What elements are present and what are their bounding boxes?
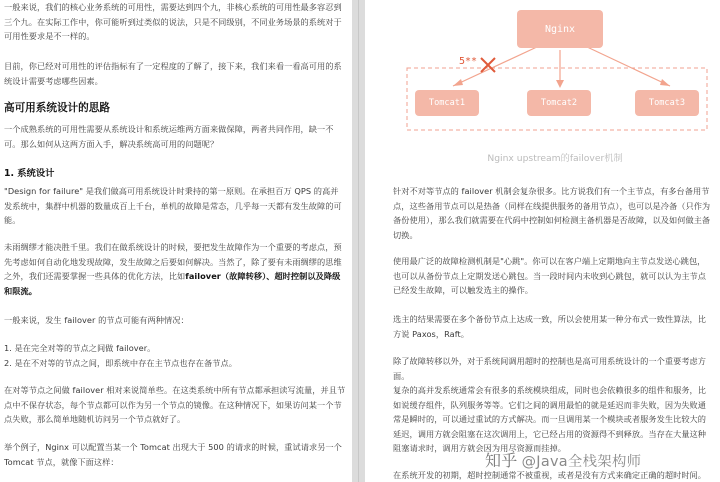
- left-page: [0, 0, 352, 482]
- tomcat2-node: Tomcat2: [527, 90, 591, 116]
- design-intro-paragraph: 一个成熟系统的可用性需要从系统设计和系统运维两方面来做保障，两者共同作用，缺一不可。那么如何从这两方面入手，解决系统高可用的问题呢？: [4, 124, 334, 149]
- optimization-paragraph: [4, 240, 346, 298]
- non-peer-failover-paragraph: 针对不对等节点的 failover 机制会复杂很多。比方说我们有一个主节点，有多台备用节点，这些备用节点可以是热备（同样在线提供服务的备用节点），也可以是冷备（只作为备份使用），那么我们就需要在代码中控制如何检测主备机器是否故障，以及如何做主备切换。: [393, 186, 711, 240]
- zhihu-account: @Java全栈架构师: [521, 454, 642, 470]
- heartbeat-paragraph: 使用最广泛的故障检测机制是"心跳"。你可以在客户端上定期地向主节点发送心跳包，也可以从备份节点上定期发送心跳包。当一段时间内未收到心跳包，就可以认为主节点已经发生故障，可以触发选主的操作。: [393, 256, 707, 296]
- error-status-label: 5**: [459, 56, 478, 67]
- timeout-early-stage-paragraph: 在系统开发的初期，超时控制通常不被重视，或者是没有方式来确定正确的超时时间。: [393, 470, 707, 480]
- nginx-failover-diagram: [395, 0, 715, 150]
- section-heading: 高可用系统设计的思路: [4, 102, 110, 114]
- page-divider: [358, 0, 359, 482]
- tomcat3-node: Tomcat3: [635, 90, 699, 116]
- diagram-caption: Nginx upstream的failover机制: [487, 153, 623, 164]
- right-page: [365, 0, 720, 482]
- arrowhead-tomcat1: [453, 79, 463, 86]
- tomcat1-node: Tomcat1: [415, 90, 479, 116]
- zhihu-watermark: [485, 448, 641, 471]
- failover-case-1: 1. 是在完全对等的节点之间做 failover。: [4, 343, 156, 353]
- timeout-intro-paragraph: 除了故障转移以外，对于系统间调用超时的控制也是高可用系统设计的一个重要考虑方面。: [393, 356, 707, 381]
- arrow-to-tomcat3: [585, 46, 670, 86]
- peer-failover-paragraph: 在对等节点之间做 failover 相对来说简单些。在这类系统中所有节点都承担读写流量，并且节点中不保存状态，每个节点都可以作为另一个节点的镜像。在这种情况下，如果访问某一个节点失败，那么简单地随机访问另一个节点就好了。: [4, 385, 346, 425]
- optimization-text: 未雨绸缪才能决胜千里。我们在做系统设计的时候，要把发生故障作为一个重要的考虑点，预先考虑如何自动化地发现故障，发生故障之后要如何解决。当然了，除了要有未雨绸缪的思维之外，我们还需要掌握一些具体的优化方法，比如: [4, 242, 342, 282]
- nginx-node: Nginx: [517, 10, 603, 48]
- nginx-example-paragraph: 举个例子，Nginx 可以配置当某一个 Tomcat 出现大于 500 的请求的时候，重试请求另一个 Tomcat 节点，就像下面这样：: [4, 442, 342, 467]
- timeout-detail-paragraph: 复杂的高并发系统通常会有很多的系统模块组成，同时也会依赖很多的组件和服务，比如说缓存组件，队列服务等等。它们之间的调用最怕的就是延迟而非失败，因为失败通常是瞬时的，可以通过重试的方式解决。而一旦调用某一个模块或者服务发生比较大的延迟，调用方就会阻塞在这次调用上，它已经占用的资源得不到释放。当存在大量这种阻塞请求时，调用方就会因为用尽资源而挂掉。: [393, 385, 707, 454]
- subsection-heading-system-design: 1. 系统设计: [4, 168, 55, 179]
- leader-election-paragraph: 选主的结果需要在多个备份节点上达成一致，所以会使用某一种分布式一致性算法，比方说 Paxos，Raft。: [393, 314, 707, 339]
- failover-cases-intro: 一般来说，发生 failover 的节点可能有两种情况：: [4, 315, 189, 325]
- arrowhead-tomcat2: [556, 80, 564, 88]
- optimization-methods-bold: failover（故障转移）、超时控制以及降级和限流。: [4, 271, 341, 296]
- arrowhead-tomcat3: [660, 79, 670, 86]
- intro-paragraph-1: 一般来说，我们的核心业务系统的可用性，需要达到四个九，非核心系统的可用性最多容忍到三个九。在实际工作中，你可能听到过类似的说法，只是不同级别，不同业务场景的系统对于可用性要求是不一样的。: [4, 2, 342, 42]
- design-for-failure-paragraph: "Design for failure" 是我们做高可用系统设计时秉持的第一原则。在承担百万 QPS 的高并发系统中，集群中机器的数量成百上千台，单机的故障是常态，几乎每一天都有发生故障的可能。: [4, 186, 342, 226]
- intro-paragraph-2: 目前，你已经对可用性的评估指标有了一定程度的了解了，接下来，我们来看一看高可用的系统设计需要考虑哪些因素。: [4, 61, 342, 86]
- zhihu-logo-text: 知乎: [485, 451, 518, 470]
- failover-case-2: 2. 是在不对等的节点之间，即系统中存在主节点也存在备节点。: [4, 358, 237, 368]
